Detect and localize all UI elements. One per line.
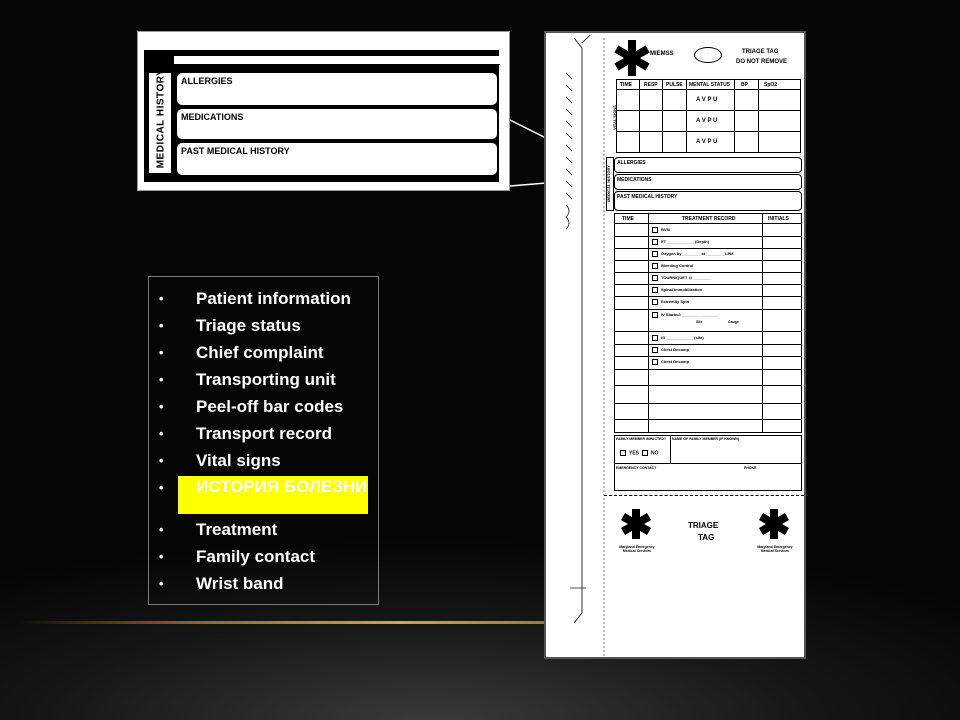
treatment-row-divider xyxy=(614,385,802,386)
list-item: • Vital signs xyxy=(159,451,281,470)
list-item: • Triage status xyxy=(159,316,301,335)
vitals-header: PULSE xyxy=(666,82,683,88)
checkbox-icon xyxy=(652,347,658,353)
emergency-contact-label: EMERGENCY CONTACT xyxy=(616,466,657,470)
vitals-header: SpO2 xyxy=(764,82,778,88)
checkbox-icon xyxy=(652,239,658,245)
list-item: • Wrist band xyxy=(159,574,284,593)
vitals-header: BP xyxy=(741,82,748,88)
list-item-label: Chief complaint xyxy=(196,343,324,362)
treatment-row-divider xyxy=(614,236,802,237)
highlighted-label: ИСТОРИЯ БОЛЕЗНИ xyxy=(178,476,368,514)
history-row-label: PAST MEDICAL HISTORY xyxy=(617,194,678,200)
treatment-item xyxy=(652,251,734,257)
star-of-life-icon xyxy=(614,38,650,78)
zoom-row-label: MEDICATIONS xyxy=(181,112,244,122)
treatment-header: INITIALS xyxy=(768,216,789,222)
treatment-label: Bleeding Control xyxy=(661,263,694,269)
tag-subtitle: DO NOT REMOVE xyxy=(736,59,788,65)
avpu-label: A V P U xyxy=(696,97,718,103)
treatment-item xyxy=(652,275,711,281)
treatment-item xyxy=(652,227,670,233)
checkbox-icon xyxy=(652,287,658,293)
treatment-label: IV Started: ________ ________ xyxy=(661,312,719,318)
checkbox-icon xyxy=(652,312,658,318)
wrist-band-strip xyxy=(546,33,616,659)
treatment-row-divider xyxy=(614,331,802,332)
iv-sublabel: Site xyxy=(696,320,703,324)
list-item: • Peel-off bar codes xyxy=(159,397,344,416)
list-item-label: Transport record xyxy=(196,424,333,443)
tag-hole xyxy=(694,47,722,63)
history-allergies xyxy=(614,157,802,173)
list-item: • Patient information xyxy=(159,289,351,308)
treatment-item xyxy=(652,335,704,341)
treatment-label: IO ____________ (site) xyxy=(661,335,704,341)
treatment-table xyxy=(614,213,802,433)
list-item-label: Treatment xyxy=(196,520,278,539)
treatment-row-divider xyxy=(614,419,802,420)
treatment-row-divider xyxy=(614,248,802,249)
treatment-item xyxy=(652,239,709,245)
tag-org: MIEMSS xyxy=(650,51,674,57)
history-row-label: ALLERGIES xyxy=(617,160,646,166)
checkbox-icon xyxy=(652,335,658,341)
treatment-label: Extremity Split xyxy=(661,299,690,305)
history-row-label: MEDICATIONS xyxy=(617,177,652,183)
vitals-header: RESP xyxy=(644,82,658,88)
feature-list xyxy=(149,287,378,599)
treatment-row-divider xyxy=(614,309,802,310)
treatment-label: TOURNIQUET @ ________ xyxy=(661,275,712,281)
treatment-header: TREATMENT RECORD xyxy=(682,216,736,222)
stub-org-right: Maryland Emergency Medical Services xyxy=(757,545,793,553)
star-of-life-icon xyxy=(620,507,652,541)
list-item-label: Patient information xyxy=(196,289,351,308)
treatment-item xyxy=(652,287,702,293)
list-item-label: Transporting unit xyxy=(196,370,336,389)
phone-label: PHONE xyxy=(744,466,757,470)
zoom-row-label: PAST MEDICAL HISTORY xyxy=(181,146,290,156)
treatment-item xyxy=(652,359,689,365)
list-item-label: Vital signs xyxy=(196,451,281,470)
list-item: • Transporting unit xyxy=(159,370,336,389)
stub-title: TRIAGE xyxy=(688,521,719,530)
checkbox-icon xyxy=(652,263,658,269)
list-item-label: Family contact xyxy=(196,547,316,566)
triage-tag xyxy=(544,31,806,659)
vitals-header: MENTAL STATUS xyxy=(689,82,731,88)
treatment-row-divider xyxy=(614,260,802,261)
vitals-side-label: VITAL SIGNS xyxy=(611,105,617,130)
list-item: • Transport record xyxy=(159,424,333,443)
treatment-row-divider xyxy=(614,344,802,345)
zoom-side-label: MEDICAL HISTORY xyxy=(155,68,167,169)
treatment-label: Chest Decomp xyxy=(661,347,690,353)
stub-title-2: TAG xyxy=(698,533,715,542)
treatment-row-divider xyxy=(614,272,802,273)
list-item: • Chief complaint xyxy=(159,343,324,362)
treatment-label: ET ____________ (Depth) xyxy=(661,239,710,245)
list-item-highlighted: • ИСТОРИЯ БОЛЕЗНИ xyxy=(149,476,378,518)
treatment-row-divider xyxy=(614,403,802,404)
list-item: • Family contact xyxy=(159,547,316,566)
treatment-header: TIME xyxy=(622,216,634,222)
treatment-label: Spinal Immobilization xyxy=(661,287,703,293)
family-name-label: NAME OF FAMILY MEMBER (IF KNOWN) xyxy=(672,437,740,441)
no-label: NO xyxy=(651,450,659,457)
star-of-life-icon xyxy=(758,507,790,541)
checkbox-icon xyxy=(652,227,658,233)
treatment-item xyxy=(652,312,719,318)
checkbox-icon xyxy=(652,359,658,365)
treatment-label: BVM xyxy=(661,227,670,233)
treatment-row-divider xyxy=(614,369,802,370)
history-side-label: MEDICAL HISTORY xyxy=(605,165,611,202)
list-item-label: Triage status xyxy=(196,316,301,335)
list-item-label: Peel-off bar codes xyxy=(196,397,344,416)
checkbox-icon xyxy=(652,275,658,281)
treatment-row-divider xyxy=(614,284,802,285)
treatment-item xyxy=(652,299,689,305)
stub-org-left: Maryland Emergency Medical Services xyxy=(619,545,655,553)
yes-label: YES xyxy=(629,450,640,457)
treatment-row-divider xyxy=(614,356,802,357)
history-medications xyxy=(614,174,802,190)
zoom-row-label: ALLERGIES xyxy=(181,76,233,86)
treatment-item xyxy=(652,347,689,353)
avpu-label: A V P U xyxy=(696,139,718,145)
history-past xyxy=(614,191,802,211)
list-item: • Treatment xyxy=(159,520,278,539)
treatment-item xyxy=(652,263,693,269)
treatment-row-divider xyxy=(614,296,802,297)
family-label: FAMILY MEMBER IMPACTED? xyxy=(616,437,667,441)
checkbox-icon xyxy=(652,251,658,257)
iv-sublabel: Gauge xyxy=(728,320,739,324)
treatment-label: Chest Decomp xyxy=(661,359,690,365)
checkbox-icon xyxy=(652,299,658,305)
tag-title: TRIAGE TAG xyxy=(742,49,779,55)
feature-list-box xyxy=(148,276,379,605)
vitals-header: TIME xyxy=(620,82,632,88)
treatment-label: Oxygen by ________ at ________ LPM xyxy=(661,251,734,257)
list-item-label: Wrist band xyxy=(196,574,284,593)
avpu-label: A V P U xyxy=(696,118,718,124)
